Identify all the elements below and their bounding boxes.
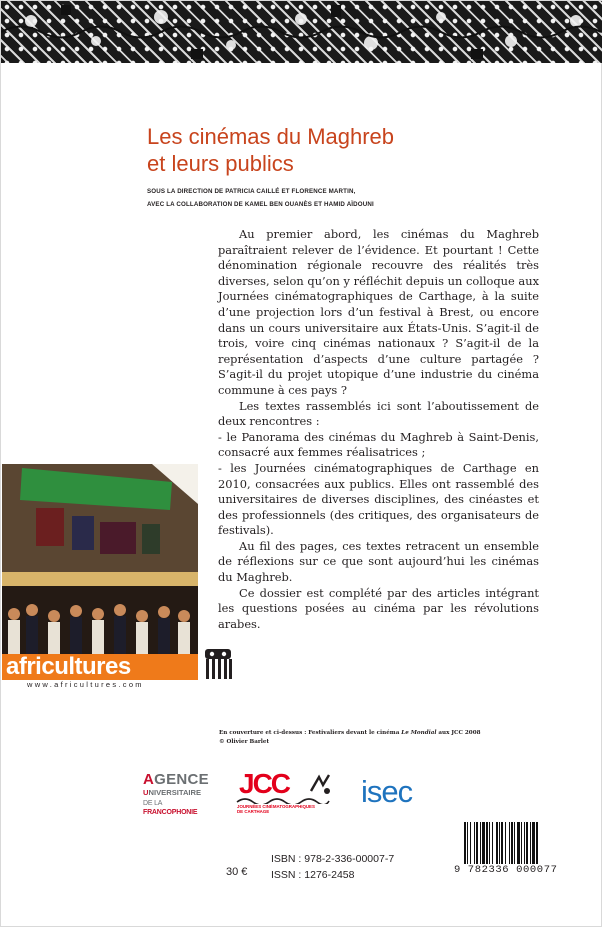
auf-word-de-la: DE LA	[143, 800, 162, 807]
jcc-subtitle-line-1: JOURNÉES CINÉMATOGRAPHIQUES	[237, 804, 315, 809]
caption-text-after: aux JCC 2008	[436, 730, 481, 736]
africultures-logo-band	[2, 654, 198, 680]
jcc-logo	[227, 767, 341, 825]
auf-line-2	[143, 788, 201, 797]
africultures-wordmark: africultures	[6, 653, 131, 680]
decorative-pattern-banner	[1, 1, 602, 63]
book-title	[147, 123, 447, 177]
blurb-paragraph-4: Ce dossier est complété par des articles intégrant les questions posées au cinéma par les révolutions arabes.	[218, 585, 539, 631]
caption-line	[219, 729, 549, 738]
jcc-wordmark: JCC	[239, 768, 290, 799]
auf-logo	[143, 772, 215, 816]
blurb-item-1: - le Panorama des cinémas du Maghreb à Saint-Denis, consacré aux femmes réalisatrices ;	[218, 429, 539, 460]
afro-comb-icon	[201, 647, 235, 681]
auf-initial-u: U	[143, 788, 149, 797]
credit-line-2: AVEC LA COLLABORATION DE KAMEL BEN OUANÈS ET HAMID AÏDOUNI	[147, 201, 374, 208]
jcc-subtitle	[237, 804, 315, 814]
isbn-block	[271, 851, 394, 883]
blurb-paragraph-3: Au fil des pages, ces textes retracent un ensemble de réflexions sur ce que sont aujourd’hui les cinémas du Maghreb.	[218, 538, 539, 585]
editor-credits	[147, 185, 374, 211]
caption-film-title: Le Mondial	[401, 730, 437, 736]
auf-line-3	[143, 799, 215, 817]
auf-word-francophonie: FRANCOPHONIE	[143, 809, 198, 816]
title-line-2: et leurs publics	[147, 151, 294, 176]
auf-word-niversitaire: NIVERSITAIRE	[148, 788, 202, 797]
auf-word-gence: GENCE	[154, 771, 209, 788]
price: 30 €	[226, 866, 248, 878]
cinema-photo	[2, 464, 198, 654]
caption-credit: © Olivier Barlet	[219, 739, 270, 745]
auf-line-1	[143, 772, 209, 787]
blurb-paragraph-1: Au premier abord, les cinémas du Maghreb paraîtraient relever de l’évidence. Et pourtant ! Cette dénomination régionale recouvre des réalités très diverses, selon qu’on y réfléchit depuis un colloque aux Journées cinématographiques de Carthage, à la suite d’une projection lors d’un festival à Brest, ou encore dans un cours universitaire aux États-Unis. S’agit-il de trois, voire cinq cinémas nationaux ? S’agit-il de la représentation d’aspects d’une culture partagée ? S’agit-il du projet utopique d’une industrie du cinéma commune à ces pays ?	[218, 227, 539, 397]
auf-initial-a: A	[143, 771, 155, 788]
blurb-text	[218, 227, 539, 632]
jcc-arabic-script-icon	[235, 796, 331, 804]
isec-logo	[360, 773, 430, 815]
africultures-url: www.africultures.com	[27, 680, 144, 689]
caption-text-before: En couverture et ci-dessus : Festivaliers devant le cinéma	[219, 730, 402, 736]
issn-number: ISSN : 1276-2458	[271, 869, 355, 881]
photo-caption	[219, 729, 549, 747]
isec-wordmark: isec	[361, 774, 413, 809]
title-line-1: Les cinémas du Maghreb	[147, 124, 395, 149]
isbn-number: ISBN : 978-2-336-00007-7	[271, 853, 395, 865]
jcc-emblem-icon	[307, 771, 333, 797]
barcode-number: 9 782336 000077	[454, 864, 590, 876]
blurb-paragraph-2: Les textes rassemblés ici sont l’aboutissement de deux rencontres :	[218, 398, 539, 429]
credit-line-1: SOUS LA DIRECTION DE PATRICIA CAILLÉ ET FLORENCE MARTIN,	[147, 188, 356, 195]
blurb-item-2: - les Journées cinématographiques de Carthage en 2010, consacrées aux publics. Elles ont rassemblé des universitaires de diverses disciplines, des cinéastes et des professionnels (des critiques, des organisateurs de festivals).	[218, 460, 539, 538]
jcc-subtitle-line-2: DE CARTHAGE	[237, 809, 270, 814]
